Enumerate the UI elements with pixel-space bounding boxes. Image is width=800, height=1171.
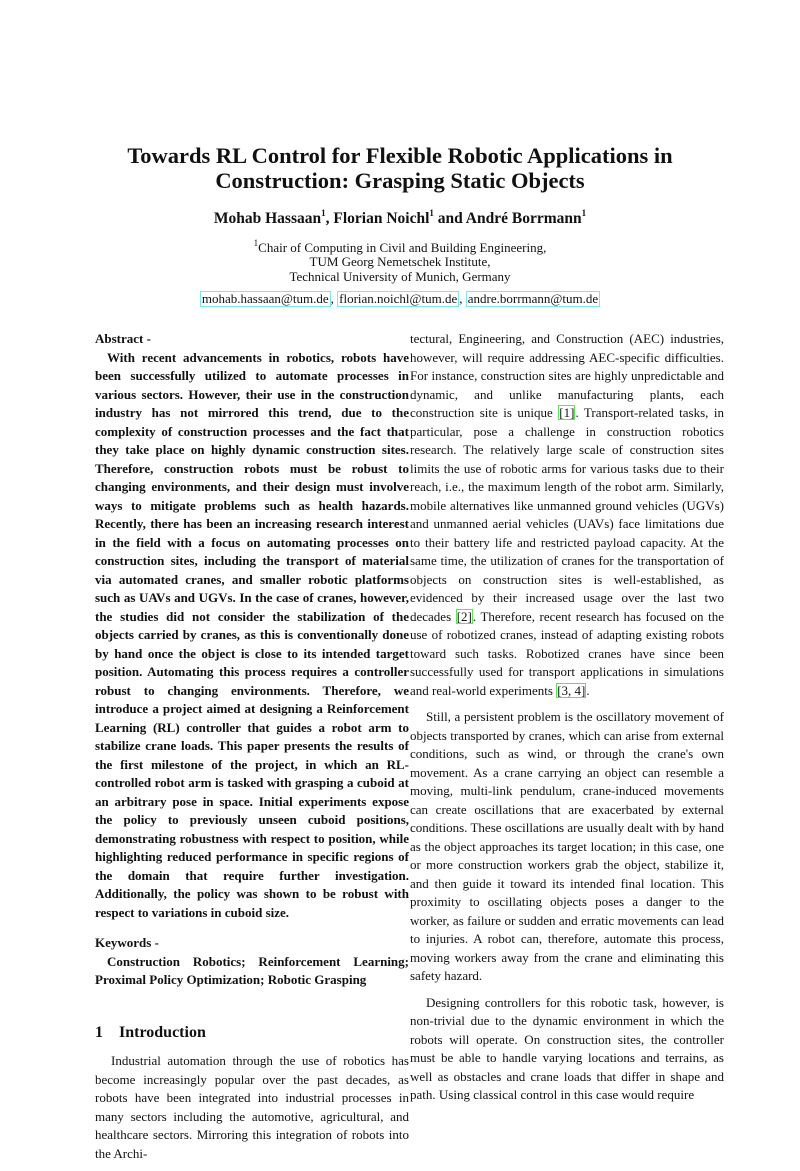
section-number: 1 — [95, 1023, 103, 1041]
left-column — [95, 330, 409, 1171]
body-paragraph: tectural, Engineering, and Construction (AEC) industries, however, will require addressing AEC-specific difficulties. For instance, construction sites are highly unpredictable and dynamic, and unlike manufacturing plants, each construction site is unique [1]. Transport-related tasks, in particular, pose a challenge in construction robotics research. The relatively large scale of construction sites limits the use of robotic arms for various tasks due to their reach, i.e., the maximum length of the robot arm. Similarly, mobile alternatives like unmanned ground vehicles (UGVs) and unmanned aerial vehicles (UAVs) face limitations due to their battery life and restricted payload capacity. At the same time, the utilization of cranes for the transportation of objects on construction sites is well-established, as evidenced by their increased usage over the last two decades [2]. Therefore, recent research has focused on the use of robotized cranes, instead of adapting existing robots toward such tasks. Robotized cranes have since been successfully used for transport applications in simulations and real-world experiments [3, 4]. — [410, 331, 725, 698]
author-list: Mohab Hassaan$^1$, Florian Noichl$^1$ and André Borrmann$^1$ — [213, 207, 587, 227]
keywords-heading: Keywords - — [95, 935, 159, 950]
author-name: André Borrmann — [465, 210, 582, 227]
affiliation: $^1$Chair of Computing in Civil and Building Engineering, TUM Georg Nemetschek Institute, Technical University of Munich, Germany — [253, 237, 547, 284]
author-affiliation-mark: 1 — [321, 207, 326, 218]
right-column — [410, 330, 724, 1113]
email-link[interactable]: andre.borrmann@tum.de — [467, 291, 599, 306]
affiliation-mark: 1 — [253, 237, 259, 248]
section-title: Introduction — [119, 1023, 206, 1041]
body-paragraph: Still, a persistent problem is the oscillatory movement of objects transported by cranes, which can arise from external conditions, such as wind, or through the crane's own movement. As a crane carrying an object can resemble a moving, multi-link pendulum, crane-induced movements can create oscillations that are exacerbated by external conditions. These oscillations are usually dealt with by hand as the object approaches its target location; in this case, one or more construction workers grab the object, stabilize it, and then guide it toward its intended final location. This proximity to oscillating objects poses a danger to the worker, as failure or sudden and erratic movements can lead to injuries. A robot can, therefore, automate this process, moving workers away from the crane and eliminating this safety hazard. — [410, 709, 724, 983]
author-name: Florian Noichl — [333, 210, 430, 227]
citation-link[interactable]: [1] — [559, 405, 575, 420]
author-name: Mohab Hassaan — [213, 210, 322, 227]
citation-link[interactable]: [3, 4] — [557, 682, 586, 698]
citation-link[interactable]: [2] — [456, 608, 472, 624]
email-list: mohab.hassaan@tum.de , florian.noichl@tum.de , andre.borrmann@tum.de — [201, 291, 599, 306]
keywords-text: Construction Robotics; Reinforcement Learning; Proximal Policy Optimization; Robotic Grasping — [95, 953, 409, 987]
author-affiliation-mark: 1 — [429, 207, 434, 218]
author-affiliation-mark: 1 — [581, 207, 587, 218]
body-paragraph: Industrial automation through the use of robotics has become increasingly popular over the past decades, as robots have been integrated into industrial processes in many sectors including the automotive, agricultural, and healthcare sectors. Mirroring this integration of robots into the Archi- — [95, 1053, 409, 1161]
abstract-text: With recent advancements in robotics, robots have been successfully utilized to automate processes in various sectors. However, their use in the construction industry has not mirrored this trend, due to the complexity of construction processes and the fact that they take place on highly dynamic construction sites. Therefore, construction robots must be robust to changing environments, and their design must involve ways to mitigate problems such as health hazards. Recently, there has been an increasing research interest in the field with a focus on automating processes on construction sites, including the transport of material via automated cranes, and smaller robotic platforms such as UAVs and UGVs. In the case of cranes, however, the studies did not consider the stabilization of the objects carried by cranes, as this is conventionally done by hand once the object is close to its intended target position. Automating this process requires a controller robust to changing environments. Therefore, we introduce a project aimed at designing a Reinforcement Learning (RL) controller that guides a robot arm to stabilize crane loads. This paper presents the results of the first milestone of the project, in which an RL-controlled robot arm is tasked with grasping a cuboid at an arbitrary pose in space. Initial experiments expose the policy to previously unseen cuboid positions, demonstrating robustness with respect to position, while highlighting reduced performance in specific regions of the domain that require further investigation. Additionally, the policy was shown to be robust with respect to variations in cuboid size. — [95, 349, 409, 920]
abstract-heading: Abstract - — [95, 331, 151, 346]
section-heading — [95, 1024, 409, 1043]
email-link[interactable]: mohab.hassaan@tum.de — [201, 291, 329, 306]
email-link[interactable]: florian.noichl@tum.de — [339, 291, 458, 306]
paper-title: Towards RL Control for Flexible Robotic Applications in Construction: Grasping Static Objects — [127, 143, 673, 193]
body-paragraph: Designing controllers for this robotic task, however, is non-trivial due to the dynamic environment in which the robots will operate. On construction sites, the controller must be able to handle varying locations and terrains, as well as obstacles and crane loads that differ in shape and path. Using classical control in this case would require — [410, 994, 724, 1102]
